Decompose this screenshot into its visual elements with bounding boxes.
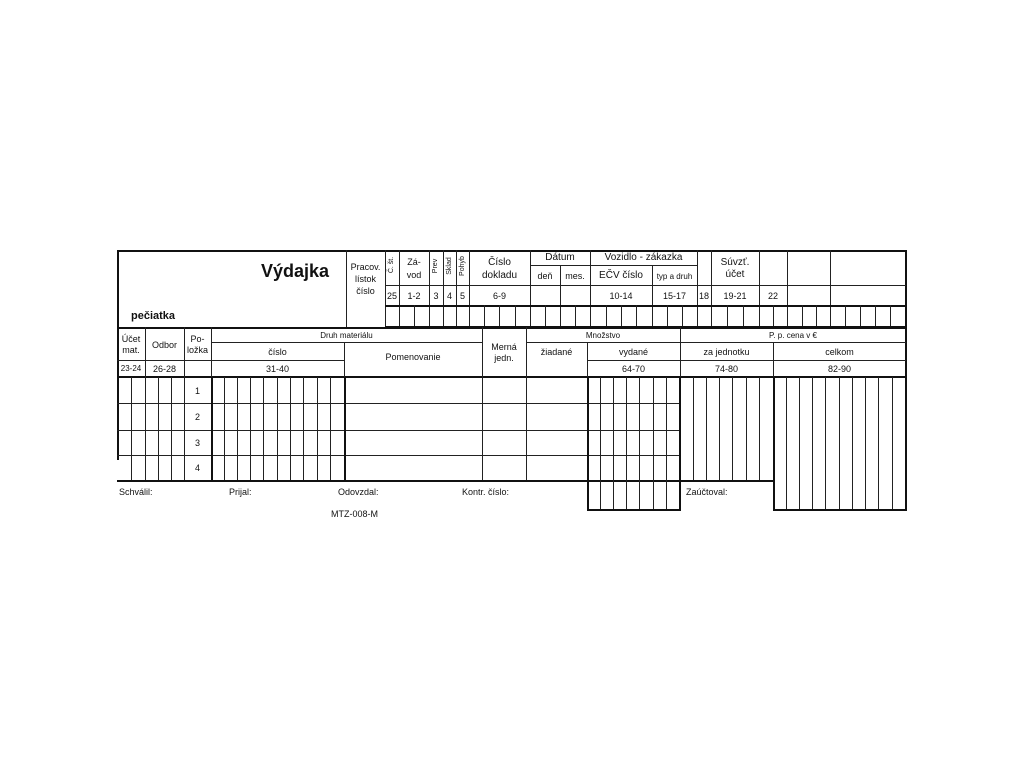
celkom-label: celkom [825, 347, 854, 357]
hline [263, 377, 264, 480]
code-82-90: 82-90 [827, 364, 852, 374]
hline [839, 377, 840, 511]
hline [344, 377, 346, 480]
hline [171, 377, 172, 480]
hline [667, 305, 668, 326]
ucet-mat-line-2: mat. [122, 345, 140, 355]
mes-label: mes. [565, 271, 585, 281]
c-st-label: Č. št. [388, 256, 395, 274]
hline [892, 377, 893, 511]
hline [878, 377, 879, 511]
form-code: MTZ-008-M [331, 509, 378, 519]
code-18: 18 [698, 291, 709, 301]
hline [799, 377, 800, 511]
schvalil-label: Schválil: [119, 487, 153, 497]
hline [587, 360, 906, 361]
hline [680, 480, 774, 482]
hline [117, 376, 907, 378]
hline [515, 305, 516, 326]
hline [587, 509, 681, 511]
row-number-1: 1 [194, 386, 200, 396]
suvzt-line-1: Súvzť. [720, 257, 750, 268]
hline [626, 377, 627, 511]
row-number-2: 2 [194, 412, 200, 422]
typ-a-druh-label: typ a druh [656, 272, 693, 281]
stamp-label: pečiatka [131, 310, 176, 322]
hline [746, 377, 747, 480]
hline [786, 377, 787, 511]
druh-materialu-label: Druh materiálu [320, 331, 373, 340]
hline [526, 377, 527, 480]
hline [693, 377, 694, 480]
polozka-line-2: ložka [186, 345, 208, 355]
cislo-dokladu-line-2: dokladu [481, 270, 518, 281]
suvzt-line-2: účet [725, 269, 745, 280]
hline [732, 377, 733, 480]
hline [606, 305, 607, 326]
hline [117, 403, 680, 404]
pracov-line-1: Pracov. [350, 262, 381, 272]
hline [499, 305, 500, 326]
hline [526, 342, 906, 343]
code-22: 22 [767, 291, 778, 301]
hline [773, 377, 775, 511]
ziadane-label: žiadané [540, 347, 573, 357]
vozidlo-zakazka-label: Vozidlo - zákazka [604, 252, 683, 263]
hline [211, 377, 213, 480]
hline [812, 377, 813, 511]
pp-cena-label: P. p. cena v € [769, 331, 817, 340]
za-jednotku-label: za jednotku [703, 347, 750, 357]
hline [530, 265, 697, 266]
hline [697, 250, 698, 327]
kontr-cislo-label: Kontr. číslo: [462, 487, 510, 497]
ecv-cislo-label: EČV číslo [599, 270, 643, 281]
pomenovanie-label: Pomenovanie [385, 352, 441, 362]
code-23-24: 23-24 [120, 364, 142, 373]
cislo-dokladu-line-1: Číslo [488, 257, 511, 268]
hline [211, 342, 482, 343]
hline [224, 377, 225, 480]
hline [865, 377, 866, 511]
frame-top [117, 250, 907, 252]
vydane-label: vydané [618, 347, 649, 357]
zauctoval-label: Zaúčtoval: [686, 487, 728, 497]
pracov-line-2: lístok [354, 274, 376, 284]
hline [277, 377, 278, 480]
code-25: 25 [386, 291, 397, 301]
hline [131, 377, 132, 480]
hline [117, 455, 680, 456]
hline [621, 305, 622, 326]
hline [825, 377, 826, 511]
hline [250, 377, 251, 480]
hline [613, 377, 614, 511]
polozka-line-1: Po- [190, 334, 205, 344]
hline [802, 305, 803, 326]
hline [158, 377, 159, 480]
datum-label: Dátum [545, 252, 575, 263]
hline [482, 327, 483, 377]
hline [636, 305, 637, 326]
merna-jedn-line-2: jedn. [494, 353, 514, 363]
code-1-2: 1-2 [407, 291, 421, 301]
hline [117, 327, 907, 329]
hline [679, 377, 681, 511]
ucet-mat-line-1: Účet [121, 334, 141, 344]
hline [719, 377, 720, 480]
hline [890, 305, 891, 326]
hline [211, 360, 344, 361]
row-number-3: 3 [194, 438, 200, 448]
hline [706, 377, 707, 480]
hline [117, 360, 211, 361]
hline [237, 377, 238, 480]
zavod-line-1: Zá- [407, 257, 421, 267]
vydajka-form [117, 250, 907, 519]
hline [545, 305, 546, 326]
code-26-28: 26-28 [152, 364, 177, 374]
hline [653, 377, 654, 511]
hline [759, 377, 760, 480]
form-title: Výdajka [261, 261, 330, 281]
hline [587, 377, 589, 511]
hline [600, 377, 601, 511]
code-10-14: 10-14 [609, 291, 633, 301]
code-3: 3 [433, 291, 439, 301]
sklad-label: Sklad [446, 257, 453, 275]
hline [385, 250, 386, 327]
hline [484, 305, 485, 326]
merna-jedn-line-1: Merná [491, 342, 517, 352]
mnozstvo-label: Množstvo [585, 331, 621, 340]
zavod-line-2: vod [406, 270, 422, 280]
code-19-21: 19-21 [723, 291, 747, 301]
hline [443, 250, 444, 327]
pohyb-label: Pohyb [459, 256, 466, 276]
prijal-label: Prijal: [229, 487, 252, 497]
hline [852, 377, 853, 511]
hline [414, 305, 415, 326]
hline [773, 305, 774, 326]
hline [456, 250, 457, 327]
hline [317, 377, 318, 480]
hline [575, 305, 576, 326]
hline [816, 305, 817, 326]
code-4: 4 [446, 291, 452, 301]
code-15-17: 15-17 [662, 291, 687, 301]
hline [303, 377, 304, 480]
hline [875, 305, 876, 326]
frame-right [905, 250, 907, 511]
code-31-40: 31-40 [265, 364, 290, 374]
code-64-70: 64-70 [621, 364, 646, 374]
hline [727, 305, 728, 326]
hline [743, 305, 744, 326]
hline [845, 305, 846, 326]
hline [117, 430, 680, 431]
hline [290, 377, 291, 480]
code-5: 5 [459, 291, 465, 301]
code-74-80: 74-80 [714, 364, 739, 374]
hline [787, 250, 788, 327]
hline [860, 305, 861, 326]
odovzdal-label: Odovzdal: [338, 487, 379, 497]
hline [639, 377, 640, 511]
pracov-line-3: číslo [356, 286, 375, 296]
code-6-9: 6-9 [492, 291, 506, 301]
hline [759, 250, 760, 327]
row-number-4: 4 [194, 463, 200, 473]
cislo-label: číslo [268, 347, 287, 357]
hline [330, 377, 331, 480]
hline [666, 377, 667, 511]
hline [682, 305, 683, 326]
prev-label: Prev [432, 258, 439, 274]
hline [145, 377, 146, 480]
hline [482, 377, 483, 480]
hline [830, 250, 831, 327]
hline [385, 305, 906, 307]
den-label: deň [537, 271, 553, 281]
hline [773, 509, 907, 511]
frame-left [117, 250, 119, 460]
odbor-label: Odbor [151, 340, 177, 350]
hline [429, 250, 430, 327]
